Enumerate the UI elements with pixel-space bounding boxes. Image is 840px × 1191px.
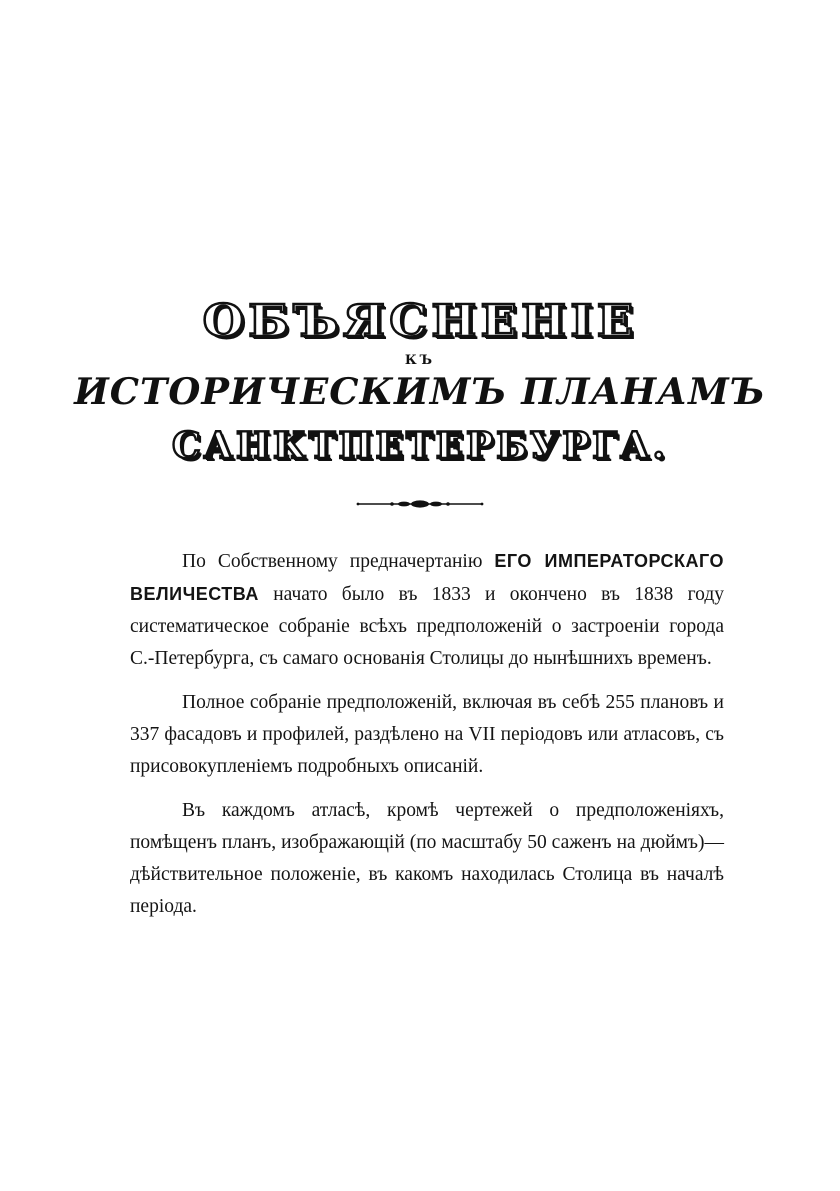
body-text bbox=[130, 545, 724, 935]
title-line-3: ИСТОРИЧЕСКИМЪ ПЛАНАМЪ bbox=[74, 371, 766, 413]
paragraph-1 bbox=[130, 545, 724, 675]
title-line-1: ОБЪЯСНЕНІЕ bbox=[202, 296, 638, 347]
paragraph-1-rest: начато было въ 1833 и окончено въ 1838 году систематическое собраніе всѣхъ предположеній о застроеніи города С.-Петербурга, съ самаго основанія Столицы до нынѣшнихъ временъ. bbox=[130, 584, 724, 669]
paragraph-1-caps: ЕГО ИМПЕРАТОРСКАГО ВЕЛИЧЕСТВА bbox=[130, 551, 724, 604]
decorative-rule-ornament bbox=[356, 497, 484, 511]
title-line-2: КЪ bbox=[404, 353, 436, 368]
paragraph-3: Въ каждомъ атласѣ, кромѣ чертежей о предположеніяхъ, помѣщенъ планъ, изображающій (по масштабу 50 саженъ на дюймъ)—дѣйствительное положеніе, въ какомъ находилась Столица въ началѣ періода. bbox=[130, 800, 724, 917]
title-line-4: САНКТПЕТЕРБУРГА. bbox=[171, 425, 668, 467]
paragraph-2: Полное собраніе предположеній, включая въ себѣ 255 плановъ и 337 фасадовъ и профилей, раздѣлено на VII періодовъ или атласовъ, съ присовокупленіемъ подробныхъ описаній. bbox=[130, 692, 724, 777]
paragraph-1-lead: По Собственному предначертанію bbox=[182, 551, 495, 572]
